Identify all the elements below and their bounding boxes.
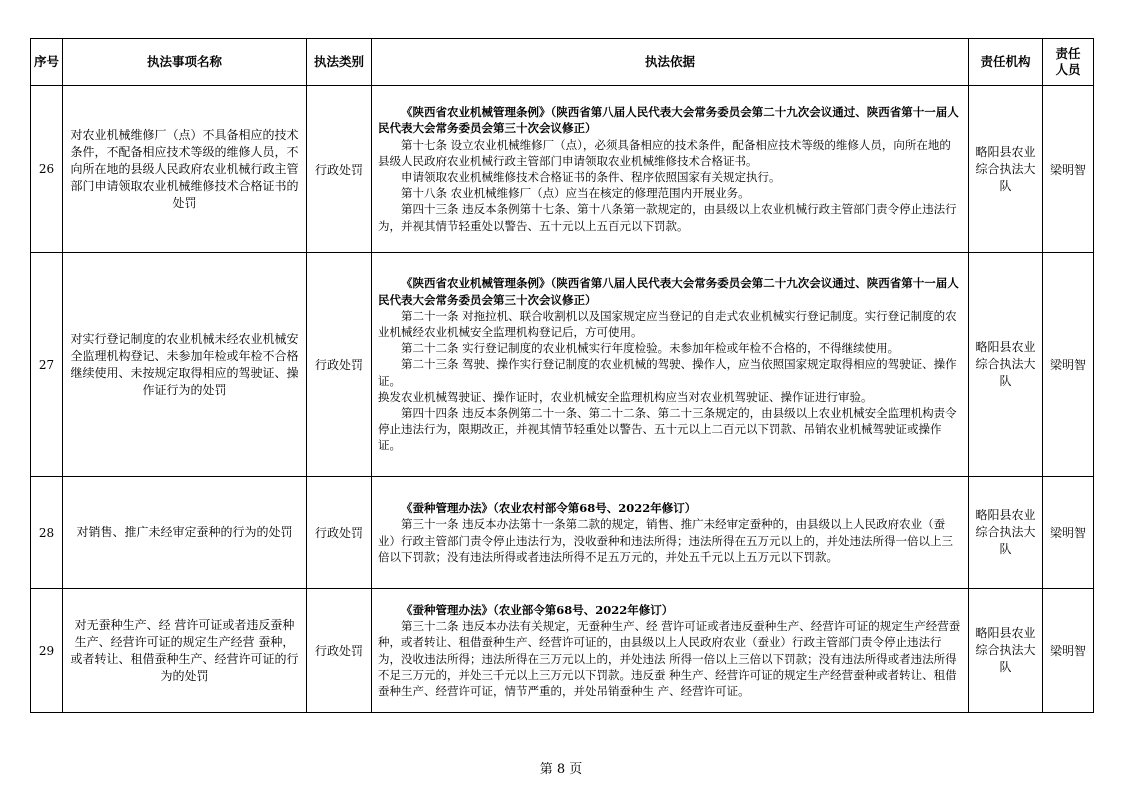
item-name: 对实行登记制度的农业机械未经农业机械安全监理机构登记、未参加年检或年检不合格继续使用、未按规定取得相应的驾驶证、操作证行为的处罚: [63, 253, 307, 477]
legal-basis: [372, 253, 969, 477]
item-name: 对农业机械维修厂（点）不具备相应的技术条件，不配备相应技术等级的维修人员，不向所在地的县级人民政府农业机械行政主管部门申请领取农业机械维修技术合格证书的处罚: [63, 86, 307, 253]
responsible-org: 略阳县农业综合执法大队: [969, 86, 1043, 253]
basis-paragraph: 第三十一条 违反本办法第十一条第二款的规定，销售、推广未经审定蚕种的，由县级以上人民政府农业（蚕业）行政主管部门责令停止违法行为，没收蚕种和违法所得；违法所得在五万元以上的，并处违法所得一倍以上三 倍以下罚款；没有违法所得或者违法所得不足五万元的，并处五千元以上五万元以下罚款。: [378, 517, 953, 564]
row-number: 28: [31, 477, 63, 589]
header-person: 责任 人员: [1043, 39, 1094, 86]
responsible-person: 梁明智: [1043, 86, 1094, 253]
responsible-person: 梁明智: [1043, 589, 1094, 713]
page-number: 第 8 页: [539, 762, 583, 777]
enforcement-table: [30, 38, 1094, 713]
basis-paragraph: 第二十二条 实行登记制度的农业机械实行年度检验。未参加年检或年检不合格的，不得继续使用。: [401, 341, 900, 356]
basis-paragraph: 第二十三条 驾驶、操作实行登记制度的农业机械的驾驶、操作人，应当依照国家规定取得相应的驾驶证、操作证。: [378, 357, 957, 388]
row-number: 27: [31, 253, 63, 477]
row-number: 26: [31, 86, 63, 253]
legal-basis: [372, 477, 969, 589]
responsible-person: 梁明智: [1043, 253, 1094, 477]
basis-paragraph: 第十七条 设立农业机械维修厂（点），必须具备相应的技术条件，配备相应技术等级的维修人员，向所在地的县级人民政府农业机械行政主管部门申请领取农业机械维修技术合格证书。: [378, 137, 951, 168]
law-title: 《陕西省农业机械管理条例》（陕西省第八届人民代表大会常务委员会第二十九次会议通过、陕西省第十一届人民代表大会常务委员会第三十次会议修正）: [378, 105, 959, 136]
law-title: 《蚕种管理办法》（农业农村部令第68号、2022年修订）: [401, 501, 697, 516]
responsible-org: 略阳县农业综合执法大队: [969, 253, 1043, 477]
legal-basis: [372, 589, 969, 713]
table-row: [31, 589, 1094, 713]
basis-paragraph: 第三十二条 违反本办法有关规定，无蚕种生产、经 营许可证或者违反蚕种生产、经营许可证的规定生产经营蚕种，或者转让、租借蚕种生产、经营许可证的，由县级以上人民政府农业（蚕业）行政主管部门责令停止违法行为，没收违法所得；违法所得在三万元以上的，并处违法 所得一倍以上三倍以下罚款；没有违法所得或者违法所得 不足三万元的，并处三千元以上三万元以下罚款。违反蚕 种生产、经营许可证的规定生产经营蚕种或者转让、租借 蚕种生产、经营许可证，情节严重的，并处吊销蚕种生 产、经营许可证。: [378, 619, 961, 698]
responsible-org: 略阳县农业综合执法大队: [969, 477, 1043, 589]
law-title: 《蚕种管理办法》（农业部令第68号、2022年修订）: [401, 602, 674, 617]
basis-paragraph: 第四十四条 违反本条例第二十一条、第二十二条、第二十三条规定的，由县级以上农业机械安全监理机构责令停止违法行为，限期改正，并视其情节轻重处以警告、五十元以上二百元以下罚款、吊销农业机械驾驶证或操作证。: [378, 406, 957, 453]
item-name: 对销售、推广未经审定蚕种的行为的处罚: [63, 477, 307, 589]
item-type: 行政处罚: [307, 86, 372, 253]
table-row: [31, 86, 1094, 253]
item-type: 行政处罚: [307, 589, 372, 713]
header-name: 执法事项名称: [63, 39, 307, 86]
basis-paragraph: 申请领取农业机械维修技术合格证书的条件、程序依照国家有关规定执行。: [401, 170, 781, 184]
item-type: 行政处罚: [307, 253, 372, 477]
basis-paragraph: 换发农业机械驾驶证、操作证时，农业机械安全监理机构应当对农业机驾驶证、操作证进行审验。: [378, 389, 873, 404]
header-type: 执法类别: [307, 39, 372, 86]
header-org: 责任机构: [969, 39, 1043, 86]
table-row: [31, 477, 1094, 589]
header-no: 序号: [31, 39, 63, 86]
item-type: 行政处罚: [307, 477, 372, 589]
row-number: 29: [31, 589, 63, 713]
legal-basis: [372, 86, 969, 253]
responsible-org: 略阳县农业综合执法大队: [969, 589, 1043, 713]
item-name: 对无蚕种生产、经 营许可证或者违反蚕种生产、经营许可证的规定生产经营 蚕种，或者转让、租借蚕种生产、经营许可证的行为的处罚: [63, 589, 307, 713]
basis-paragraph: 第四十三条 违反本条例第十七条、第十八条第一款规定的，由县级以上农业机械行政主管部门责令停止违法行为，并视其情节轻重处以警告、五十元以上五百元以下罚款。: [378, 202, 957, 233]
responsible-person: 梁明智: [1043, 477, 1094, 589]
table-header-row: [31, 39, 1094, 86]
law-title: 《陕西省农业机械管理条例》（陕西省第八届人民代表大会常务委员会第二十九次会议通过、陕西省第十一届人民代表大会常务委员会第三十次会议修正）: [378, 276, 959, 307]
header-basis: 执法依据: [372, 39, 969, 86]
table-row: [31, 253, 1094, 477]
basis-paragraph: 第十八条 农业机械维修厂（点）应当在核定的修理范围内开展业务。: [401, 186, 750, 201]
basis-paragraph: 第二十一条 对拖拉机、联合收割机以及国家规定应当登记的自走式农业机械实行登记制度。实行登记制度的农业机械经农业机械安全监理机构登记后，方可使用。: [378, 308, 957, 339]
